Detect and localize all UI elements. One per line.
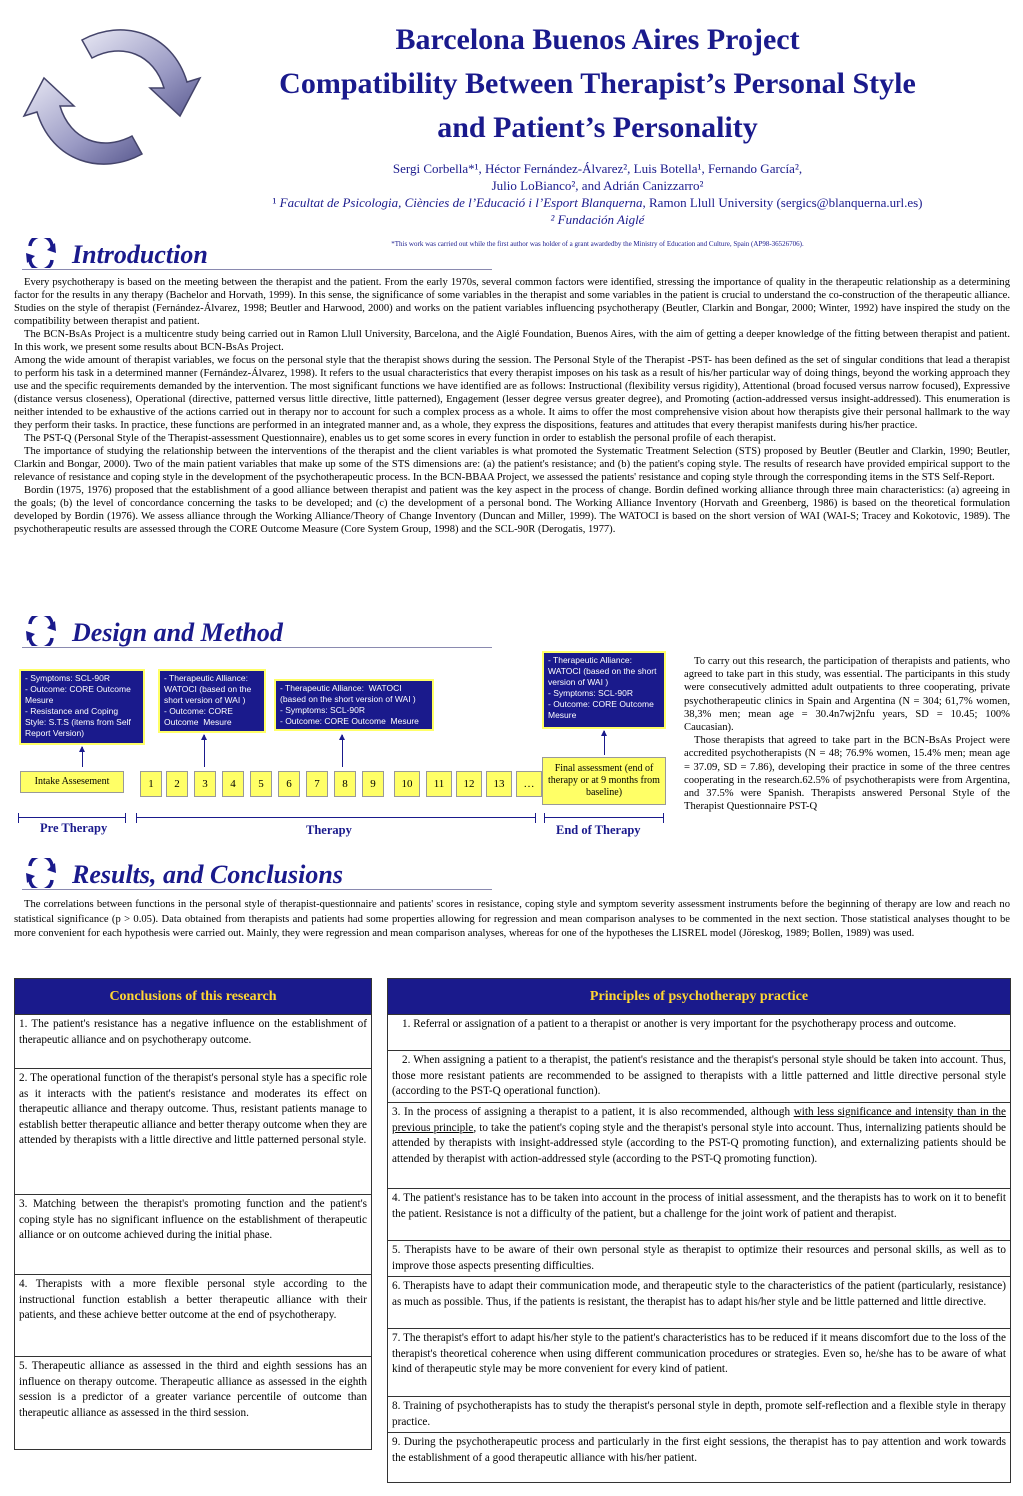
principle-item xyxy=(388,1103,1010,1189)
principle-3-end: , to take the patient's coping style and the therapist's personal style into account. Thus, internalizing patients should be attended by therapists with insight-addressed style (according to the PST-Q promoting function), and externalizing patients should be attended by therapist with action-addressed style (according to the PST-Q promoting function). xyxy=(392,1121,1007,1165)
affiliation-2: ² Fundación Aiglé xyxy=(550,212,645,227)
authors-line-1: Sergi Corbella*¹, Héctor Fernández-Álvarez², Luis Botella¹, Fernando García², xyxy=(392,161,803,176)
design-timeline-diagram xyxy=(14,645,674,845)
principles-table xyxy=(387,978,1011,1483)
session-box-2: 2 xyxy=(166,771,188,797)
arrow-up xyxy=(82,747,83,767)
session-box-3: 3 xyxy=(194,771,216,797)
grant-note: *This work was carried out while the first author was holder of a grant awardedby the Ministry of Education and Culture, Spain (AP98-36526706). xyxy=(391,240,804,248)
title-line-2: Compatibility Between Therapist’s Personal Style xyxy=(279,67,916,100)
conclusion-item: 4. Therapists with a more flexible personal style according to the instructional function establish a better therapeutic alliance with their patients, and these achieve better outcome at the end of psychotherapy. xyxy=(15,1275,371,1357)
section-title: Introduction xyxy=(72,240,208,269)
conclusion-item: 2. The operational function of the therapist's personal style has a specific role as it interacts with the patient's resistance and moderates its effect on therapeutic alliance and therapy outcome. Thus, resistant patients manage to establish better therapeutic alliance and better therapy outcome when they are attended by therapists with a little directive and little patterned personal style. xyxy=(15,1069,371,1195)
principles-header: Principles of psychotherapy practice xyxy=(388,979,1010,1015)
therapy-bracket xyxy=(136,813,536,823)
session3-measures-box: - Therapeutic Alliance: WATOCI (based on the short version of WAI ) - Outcome: CORE Outcome Mesure xyxy=(158,669,266,733)
principle-3-start: 3. In the process of assigning a therapist to a patient, it is also recommended, although xyxy=(392,1106,794,1118)
arrow-up xyxy=(342,735,343,767)
session-box-1: 1 xyxy=(140,771,162,797)
session-box-6: 6 xyxy=(278,771,300,797)
session-box-11: 11 xyxy=(426,771,452,797)
design-paragraph: Those therapists that agreed to take part in the BCN-BsAs Project were accredited psychotherapists (N = 48; 76.9% women, 15.4% men; mean age = 37.09, SD = 7.86), developing their practice in some of the three centres cooperating in the research.62.5% of psychotherapists were from Argentina, and 37.5% were Spanish. Therapists answered Personal Style of the Therapist Questionnaire PST-Q xyxy=(684,735,1010,813)
session-box-13: 13 xyxy=(486,771,512,797)
conclusion-item: 3. Matching between the therapist's promoting function and the patient's coping style has no significant influence on the establishment of therapeutic alliance or on outcome achieved during the initial phase. xyxy=(15,1195,371,1275)
session-box-10: 10 xyxy=(394,771,420,797)
circular-arrows-icon xyxy=(22,858,60,888)
results-text xyxy=(14,898,1010,942)
affiliation-1-faculty: Facultat de Psicologia, Ciències de l’Educació i l’Esport Blanquerna xyxy=(279,195,643,210)
session-box-5: 5 xyxy=(250,771,272,797)
session8-measures-box: - Therapeutic Alliance: WATOCI (based on the short version of WAI ) - Symptoms: SCL-90R - Outcome: CORE Outcome Mesure xyxy=(274,679,434,731)
intake-measures-box: - Symptoms: SCL-90R - Outcome: CORE Outcome Mesure - Resistance and Coping Style: S.T.S (items from Self Report Version) xyxy=(19,669,145,745)
session-box-12: 12 xyxy=(456,771,482,797)
section-design xyxy=(22,614,492,648)
conclusions-header: Conclusions of this research xyxy=(15,979,371,1015)
end-therapy-bracket xyxy=(544,813,664,823)
circular-arrows-icon xyxy=(22,616,60,646)
results-paragraph: The correlations between functions in the personal style of therapist-questionnaire and patients' scores in resistance, coping style and symptom severity assessment instruments before the beginning of therapy are low and reach no statistical significance (p > 0.05). Data obtained from therapists and patients had some properties allowing for regression and mean comparison analyses to be commented in the next section. Those statistical analyses thought to be more convenient for each hypothesis were carried out. Mainly, they were regression and mean comparison analyses, whereas for one of the hypotheses the LISREL model (Jöreskog, 1989; Bollen, 1989) was used. xyxy=(14,899,1010,939)
session-box-14: … xyxy=(516,771,542,797)
introduction-text xyxy=(14,276,1010,536)
principle-item: 4. The patient's resistance has to be taken into account in the process of initial assessment, and the therapists has to work on it to benefit the patient. Resistance is not a difficulty of the patient, but a challenge for the joint work of patient and therapist. xyxy=(388,1189,1010,1241)
phase-therapy: Therapy xyxy=(306,823,352,837)
intro-paragraph: Every psychotherapy is based on the meeting between the therapist and the patient. From the early 1970s, several common factors were identified, stressing the importance of quality in the therapeutic relationship as a determining factor for the results in any therapy (Bachelor and Horvath, 1999). In this sense, the significance of some variables in the therapist and some variables in the patient is crucial to understand the co-construction of the therapeutic alliance. Studies on the style of therapist (Fernández-Álvarez, 1998; Beutler and Harwood, 2000) and works on the patient variables influencing psychotherapy (Beutler, Clarkin and Bongar, 2000; Winter, 1992) have inspired the study on the compatibility between therapist and patient. xyxy=(14,277,1010,327)
conclusion-item: 5. Therapeutic alliance as assessed in the third and eighth sessions has an influence on therapy outcome. Therapeutic alliance as assessed in the eighth session is a predictor of a greater variance percentile of outcome than therapeutic alliance as assessed in the third session. xyxy=(19,1360,367,1419)
session-box-9: 9 xyxy=(362,771,384,797)
conclusion-item: 1. The patient's resistance has a negative influence on the establishment of therapeutic alliance and on psychotherapy outcome. xyxy=(15,1015,371,1069)
authors-block xyxy=(205,160,990,228)
session-box-4: 4 xyxy=(222,771,244,797)
design-method-text xyxy=(684,655,1010,813)
session-box-8: 8 xyxy=(334,771,356,797)
affiliation-1 xyxy=(205,194,990,211)
affiliation-1-university: , Ramon Llull University (sergics@blanquerna.url.es) xyxy=(642,195,923,210)
poster-title xyxy=(205,18,990,150)
principle-item: 1. Referral or assignation of a patient to a therapist or another is very important for the psychotherapy process and outcome. xyxy=(388,1015,1010,1051)
arrow-up xyxy=(204,735,205,767)
section-introduction xyxy=(22,236,492,270)
final-assessment-box: Final assessment (end of therapy or at 9 months from baseline) xyxy=(542,757,666,805)
design-paragraph: To carry out this research, the participation of therapists and patients, who agreed to take part in this study, was essential. The participants in this study were consecutively admitted adult outpatients to three cooperating, private psychotherapeutic clinics in Spain and Argentina (N = 304; 61,7% women, 38,3% men; mean age = 30.4n7wj2nfu years, SD = 10.45; 100% Caucasian). xyxy=(684,656,1010,734)
intake-assessment-box: Intake Assesement xyxy=(20,771,124,793)
phase-end-therapy: End of Therapy xyxy=(556,823,641,837)
principle-item: 7. The therapist's effort to adapt his/her style to the patient's characteristics has to be reduced if it means discomfort due to the loss of the therapist's theoretical coherence when using different communication procedures or strategies. Even so, he/she has to be aware of what kind of therapeutic style may be more convenient for every kind of patient. xyxy=(388,1329,1010,1397)
intro-paragraph: The BCN-BsAs Project is a multicentre study being carried out in Ramon Llull University, Barcelona, and the Aiglé Foundation, Buenos Aires, with the aim of getting a deeper knowledge of the fitting between therapist and patient. In this work, we present some results about BCN-BsAs Project. xyxy=(14,329,1010,353)
arrow-up xyxy=(604,731,605,755)
circular-arrows-icon xyxy=(22,238,60,268)
authors-line-2: Julio LoBianco², and Adrián Canizzarro² xyxy=(491,178,704,193)
principle-item: 5. Therapists have to be aware of their own personal style as therapist to optimize their resources and personal skills, as well as to improve those aspects presenting difficulties. xyxy=(388,1241,1010,1277)
intro-paragraph: Bordin (1975, 1976) proposed that the establishment of a good alliance between therapist and patient was the key aspect in the process of change. Bordin defined working alliance through three main characteristics: (a) agreeing in the goals; (b) the level of concordance concerning the tasks to be developed; and (c) the development of a personal bond. The Working Alliance Inventory (Horvath and Greenberg, 1986) is based on the theoretical formulation developed by Bordin (1976). We assess alliance through the Working Alliance/Theory of Change Inventory (Duncan and Miller, 1999). The WATOCI is based on the short version of WAI (WAI-S; Tracey and Kokotovic, 1989). The psychotherapeutic results are assessed through the CORE Outcome Measure (Core System Group, 1998) and the SCL-90R (Derogatis, 1977). xyxy=(14,485,1010,535)
section-results xyxy=(22,856,492,890)
phase-pre-therapy: Pre Therapy xyxy=(40,821,108,835)
principle-item: 6. Therapists have to adapt their communication mode, and therapeutic style to the characteristics of the patient (particularly, resistance) as much as possible. Thus, if the patients is resistant, the therapist has to adapt his/her style and be little patterned and little directive. xyxy=(388,1277,1010,1329)
principle-item: 2. When assigning a patient to a therapist, the patient's resistance and the therapist's personal style should be taken into account. Thus, those more resistant patients are recommended to be assigned to therapists with a little patterned and little directive personal style (according to the PST-Q operational function). xyxy=(388,1051,1010,1103)
final-measures-box: - Therapeutic Alliance: WATOCI (based on the short version of WAI ) - Symptoms: SCL-90R - Outcome: CORE Outcome Mesure xyxy=(542,651,666,729)
intro-paragraph: Among the wide amount of therapist variables, we focus on the personal style that the therapist shows during the session. The Personal Style of the Therapist -PST- has been defined as the set of singular conditions that lead a therapist to perform his task in a determined manner (Fernández-Álvarez, 1998). It refers to the usual characteristics that every therapist imposes on his task as a result of his/her particular way of doing things, beyond the working approach they use and the specific requirements demanded by the intervention. The most significant functions we have identified are as follows: Instructional (flexibility versus rigidity), Attentional (broad focused versus narrow focused), Expressive (distance versus closeness), Operational (directive, patterned versus little directive, little patterned), Engagement (lesser degree versus greater degree), and Promoting (action-addressed versus insight-addressed). This enumeration is neither intended to be exhaustive of the actions carried out in therapy nor to account for such a complex process as a whole. It aims to offer the most comprehensive vision about how therapists give their personal hallmark to the way they perform their tasks. In practice, these functions are performed in an integrated manner and, as a whole, they express the dispositions, features and attitudes that every therapist manifests during his/her practice. xyxy=(14,355,1010,431)
principle-item: 8. Training of psychotherapists has to study the therapist's personal style in depth, promote self-reflection and a flexible style in therapy practice. xyxy=(388,1397,1010,1433)
session-box-7: 7 xyxy=(306,771,328,797)
title-line-3: and Patient’s Personality xyxy=(437,111,758,144)
intro-paragraph: The importance of studying the relationship between the interventions of the therapist and the client variables is what promoted the Systematic Treatment Selection (STS) proposed by Beutler (Beutler and Clarkin, 1990; Beutler, Clarkin and Bongar, 2000). Two of the main patient variables that make up some of the STS dimensions are: (a) the patient's resistance; and (b) the patient's coping style. The results of research have provided empirical support to the relevance of resistance and coping style in the development of the psychotherapeutic process. In the BCN-BBAA Project, we assessed the patients' resistance and coping style through the corresponding items in the STS Self-Report. xyxy=(14,446,1010,483)
principle-item: 9. During the psychotherapeutic process and particularly in the first eight sessions, the therapist has to pay attention and work towards the establishment of a good therapeutic alliance with his/her patient. xyxy=(392,1436,1006,1464)
conclusions-table xyxy=(14,978,372,1450)
section-title: Results, and Conclusions xyxy=(72,860,343,889)
intro-paragraph: The PST-Q (Personal Style of the Therapist-assessment Questionnaire), enables us to get some scores in every function in order to establish the personal profile of each therapist. xyxy=(24,433,776,444)
section-title: Design and Method xyxy=(72,618,283,647)
principle-3-underlined: with less significance and intensity than in the previous principle xyxy=(392,1106,1006,1134)
affiliation-1-mark: ¹ xyxy=(272,195,277,210)
title-line-1: Barcelona Buenos Aires Project xyxy=(395,23,800,56)
cycle-arrows-icon xyxy=(22,12,202,182)
